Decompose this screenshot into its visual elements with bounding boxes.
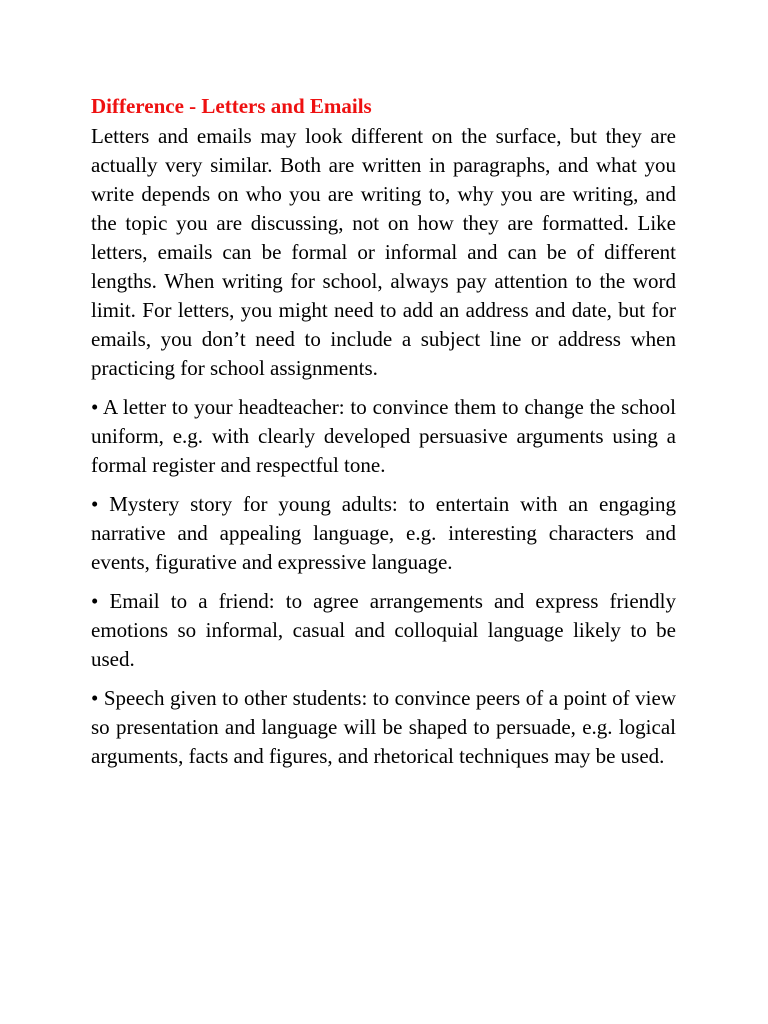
- document-title: Difference - Letters and Emails: [91, 94, 372, 118]
- bullet-speech-students: • Speech given to other students: to convince peers of a point of view so presentation and language will be shaped to persuade, e.g. logical arguments, facts and figures, and rhetorical techniques may be used.: [91, 686, 676, 768]
- bullet-letter-headteacher: • A letter to your headteacher: to convince them to change the school uniform, e.g. with clearly developed persuasive arguments using a formal register and respectful tone.: [91, 395, 676, 477]
- bullet-email-friend: • Email to a friend: to agree arrangements and express friendly emotions so informal, casual and colloquial language likely to be used.: [91, 589, 676, 671]
- bullet-mystery-story: • Mystery story for young adults: to entertain with an engaging narrative and appealing language, e.g. interesting characters and events, figurative and expressive language.: [91, 492, 676, 574]
- intro-paragraph: Letters and emails may look different on the surface, but they are actually very similar. Both are written in paragraphs, and what you write depends on who you are writing to, why you are writing, and the topic you are discussing, not on how they are formatted. Like letters, emails can be formal or informal and can be of different lengths. When writing for school, always pay attention to the word limit. For letters, you might need to add an address and date, but for emails, you don’t need to include a subject line or address when practicing for school assignments.: [91, 124, 676, 380]
